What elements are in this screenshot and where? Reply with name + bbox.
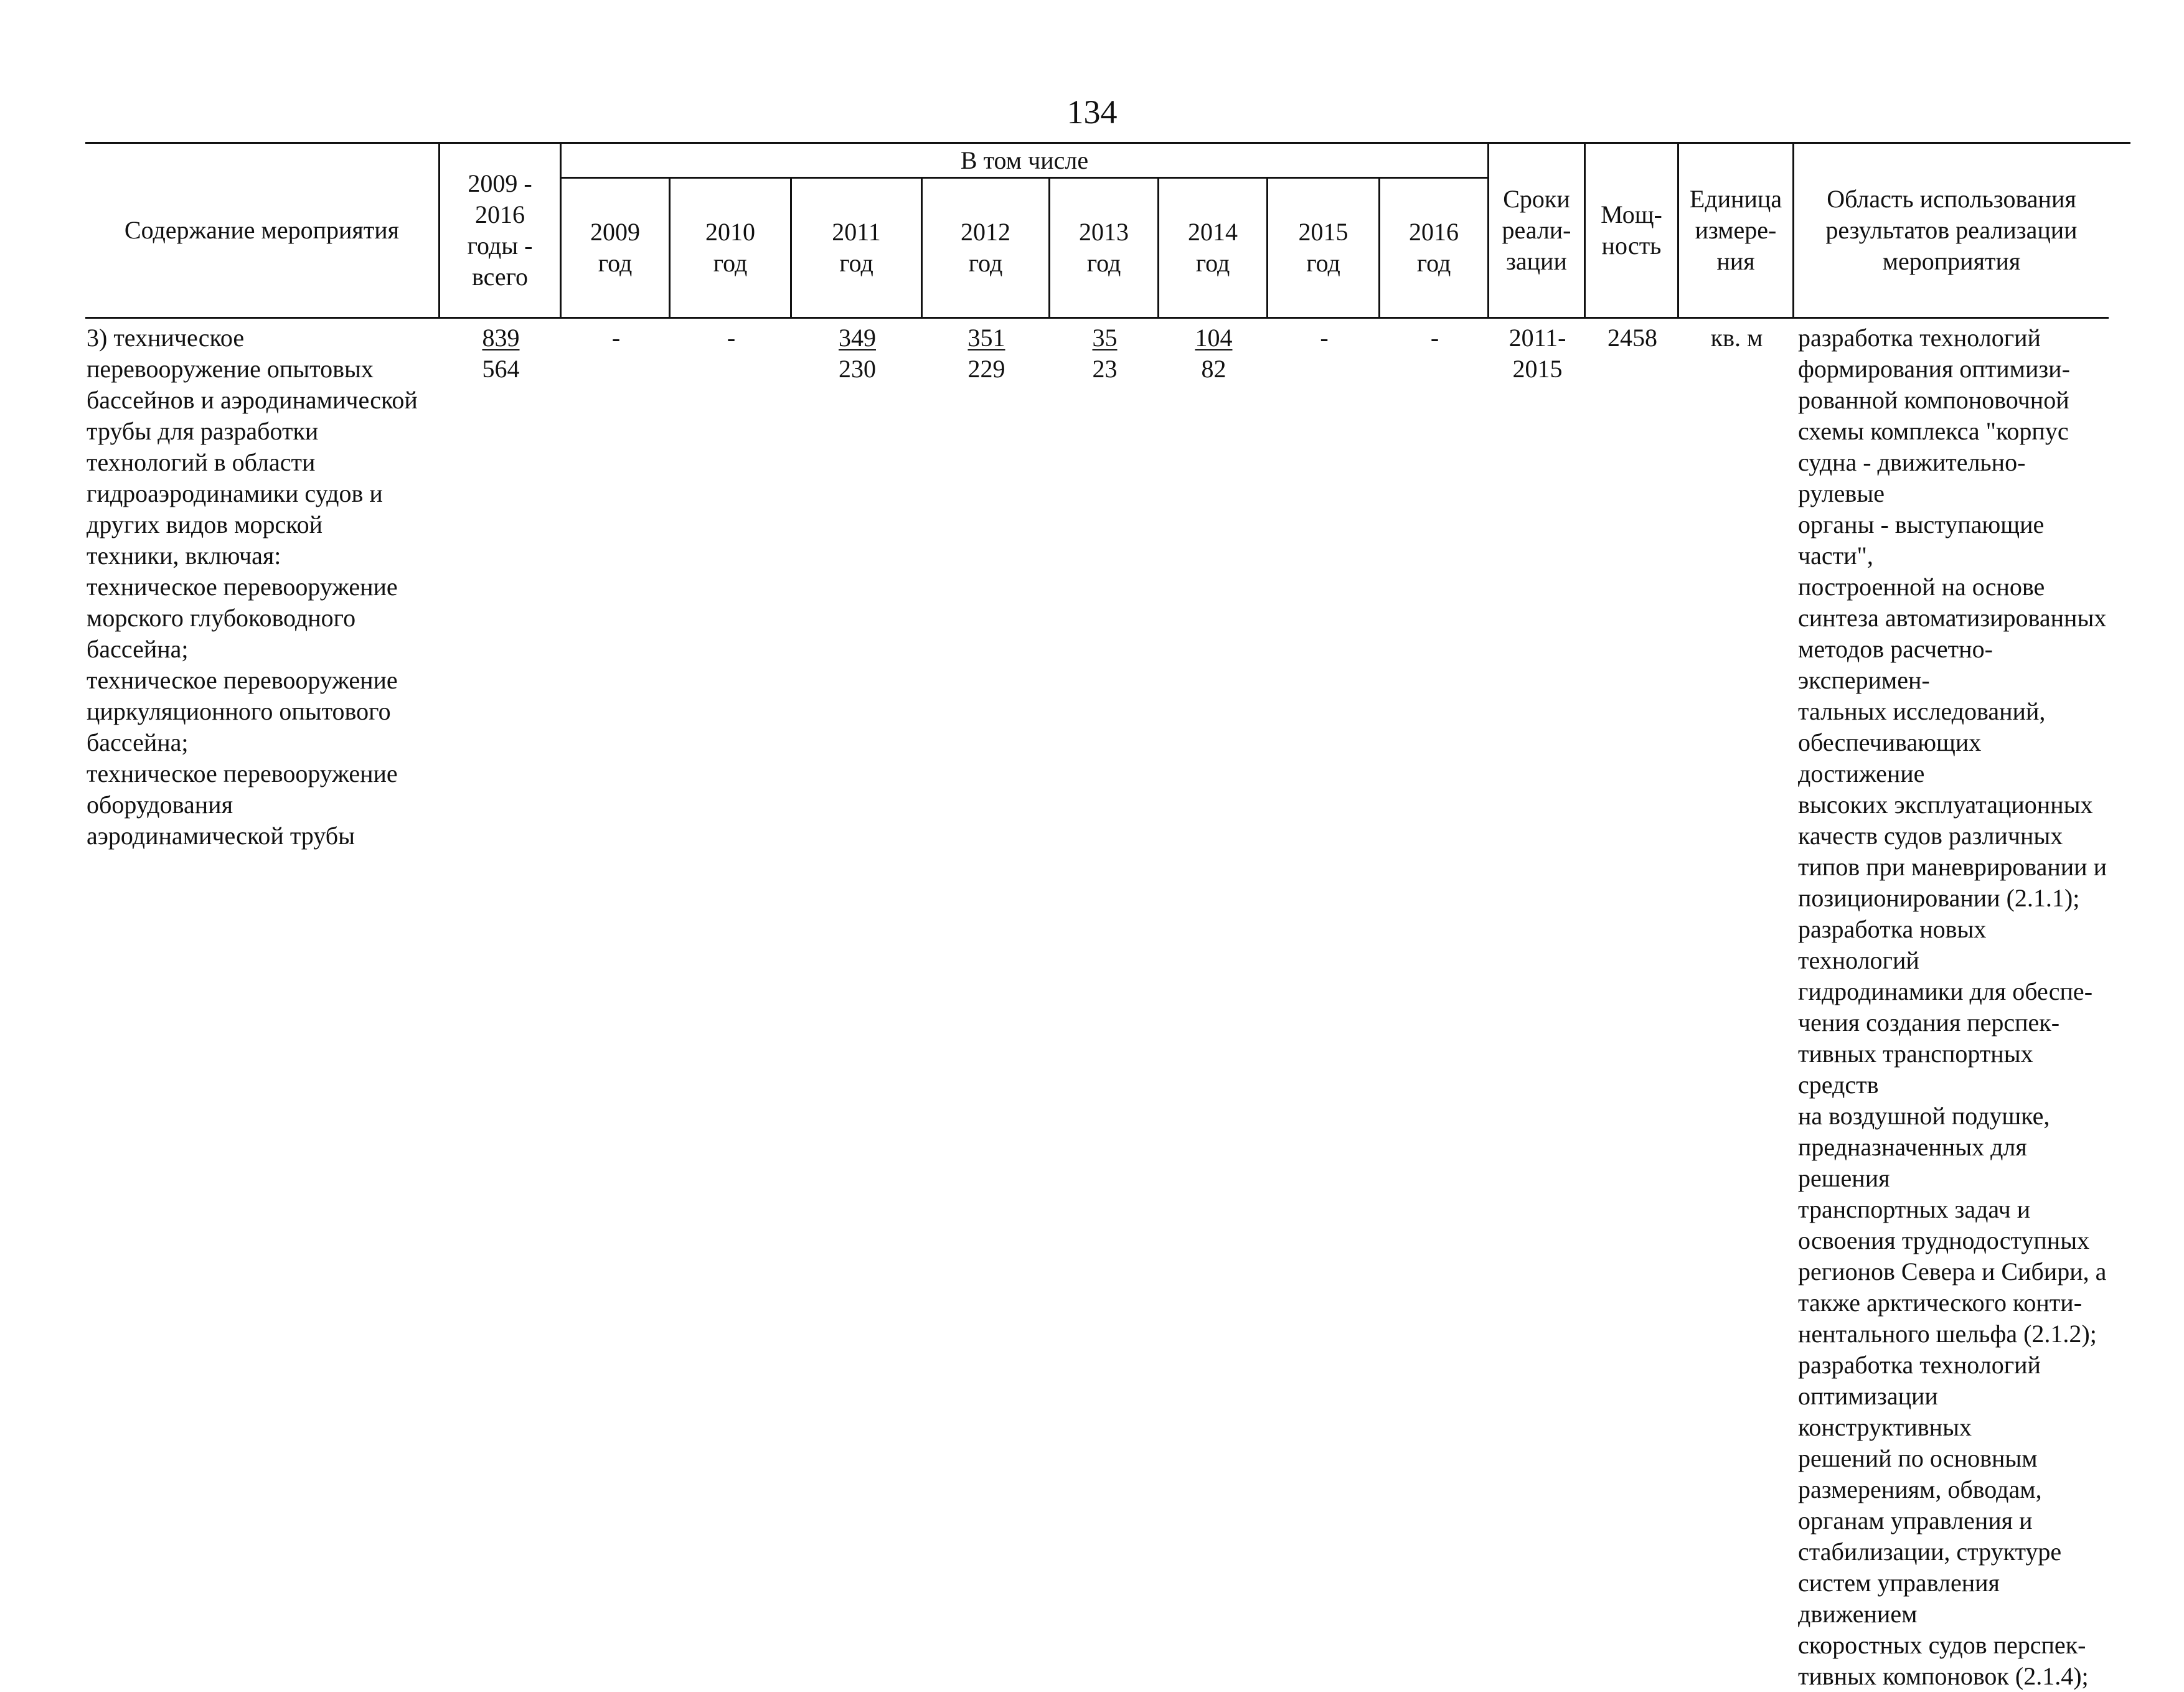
row-terms: 2011- 2015 <box>1509 324 1566 383</box>
row-total-sum: 839 <box>482 324 520 352</box>
row-year-2012-cell <box>923 319 1050 1414</box>
row-year-2010-cell <box>671 319 792 1414</box>
row-year-2011-cell <box>792 319 923 1414</box>
header-year-2009: 2009 год <box>562 179 671 319</box>
row-year-2009-sum: - <box>611 324 621 352</box>
header-year-2013: 2013 год <box>1050 179 1159 319</box>
row-year-2015-sum: - <box>1320 324 1329 352</box>
header-year-2012: 2012 год <box>923 179 1050 319</box>
header-year-2016: 2016 год <box>1380 179 1489 319</box>
header-year-2011: 2011 год <box>792 179 923 319</box>
header-year-2015: 2015 год <box>1268 179 1380 319</box>
header-total: 2009 - 2016 годы - всего <box>440 144 562 319</box>
row-year-2012-sum: 351 <box>967 324 1005 352</box>
row-unit: кв. м <box>1710 324 1763 352</box>
page-number: 134 <box>1066 93 1118 131</box>
row-total-value: 564 <box>482 355 520 383</box>
header-year-2014: 2014 год <box>1159 179 1268 319</box>
row-year-2009-cell <box>562 319 671 1414</box>
row-year-2013-sum: 35 <box>1092 324 1118 352</box>
row-area: разработка технологий формирования оптимизи- рованной компоновочной схемы комплекса "корпус судна - движительно-рулевые органы - выступающие части", построенной на основе синтеза автоматизированных методов расчетно-эксперимен- тальных исследований, обеспечивающих достижение высоких эксплуатационных качеств судов различных типов при маневрировании и позиционировании (2.1.1); разработка новых технологий гидродинамики для обеспе- чения создания перспек- тивных транспортных средств на воздушной подушке, предназначенных для решения транспортных задач и освоения труднодоступных регионов Севера и Сибири, а также арктического конти- нентального шельфа (2.1.2); разработка технологий оптимизации конструктивных решений по основным размерениям, обводам, органам управления и стабилизации, структуре систем управления движением скоростных судов перспек- тивных компоновок (2.1.4); <box>1798 324 2107 1690</box>
row-year-2013-value: 23 <box>1092 355 1118 383</box>
row-power: 2458 <box>1607 324 1657 352</box>
row-year-2014-cell <box>1159 319 1268 1414</box>
row-year-2011-sum: 349 <box>839 324 876 352</box>
header-power: Мощ- ность <box>1586 144 1679 319</box>
header-unit: Единица измере- ния <box>1679 144 1794 319</box>
row-year-2016-cell <box>1380 319 1489 1414</box>
header-content: Содержание мероприятия <box>85 144 440 319</box>
measures-table <box>85 142 2130 1690</box>
row-content: 3) техническое перевооружение опытовых бассейнов и аэродинамической трубы для разработки технологий в области гидроаэродинамики судов и других видов морской техники, включая: техническое перевооружение морского глубоководного бассейна; техническое перевооружение циркуляционного опытового бассейна; техническое перевооружение оборудования аэродинамической трубы <box>87 324 418 850</box>
row-year-2012-value: 229 <box>967 355 1005 383</box>
row-year-2014-sum: 104 <box>1195 324 1233 352</box>
row-total-cell <box>440 319 562 1414</box>
row-year-2010-sum: - <box>727 324 736 352</box>
row-year-2013-cell <box>1050 319 1159 1414</box>
row-year-2011-value: 230 <box>839 355 876 383</box>
header-area: Область использования результатов реализации мероприятия <box>1794 144 2109 319</box>
header-including: В том числе <box>562 144 1489 179</box>
row-year-2014-value: 82 <box>1201 355 1226 383</box>
header-year-2010: 2010 год <box>671 179 792 319</box>
row-year-2016-sum: - <box>1430 324 1439 352</box>
header-terms: Сроки реали- зации <box>1489 144 1586 319</box>
row-year-2015-cell <box>1268 319 1380 1414</box>
